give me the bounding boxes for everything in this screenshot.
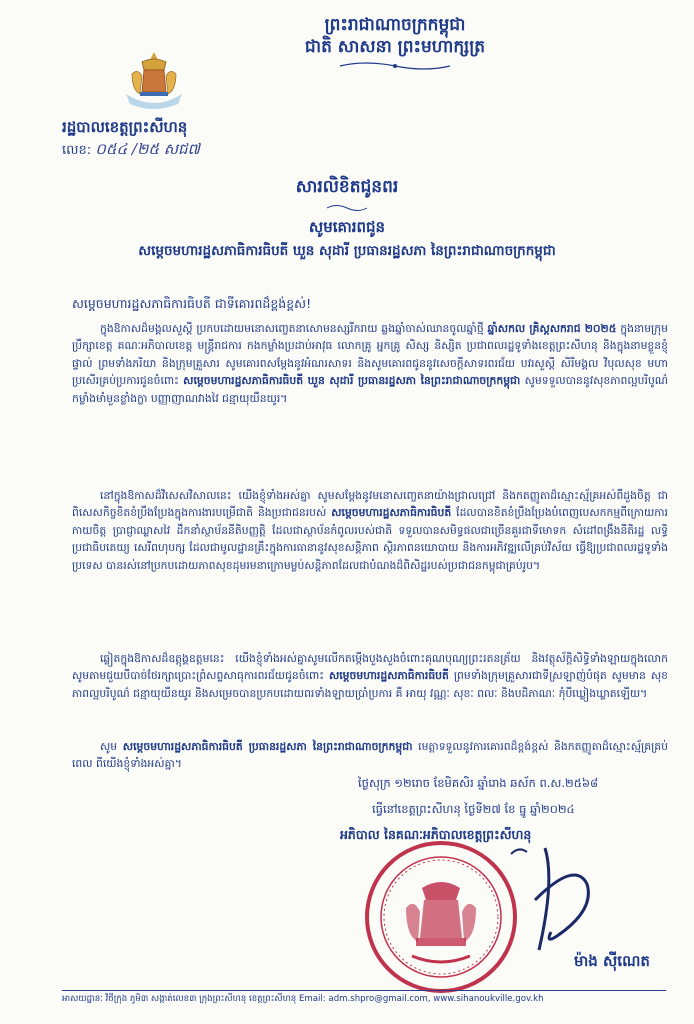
p4-run-1: សម្តេចមហារដ្ឋសភាធិការធិបតី ប្រធានរដ្ឋសភា នៃព្រះរាជាណាចក្រកម្ពុជា xyxy=(122,740,413,753)
signature-icon xyxy=(505,840,605,960)
p1-run-2: ក្នុងនាមក្រុមប្រឹក្សាខេត្ត គណៈអភិបាលខេត្ត មន្ត្រីរាជការ កងកម្លាំងប្រដាប់អាវុធ លោកគ្រូ អ្នកគ្រូ សិស្ស និស្សិត ប្រជាពលរដ្ឋទូទាំងខេត្តព្រះសីហនុ និងក្នុងនាមខ្លួនខ្ញុំផ្ទាល់ ព្រមទាំងភរិយា និងក្រុមគ្រួសារ សូមគោរពសម្តែងនូវអំណរសាទរ និងសូមគោរពជូននូវសេចក្តីសាទរពរជ័យ បវរសួស្តី សិរីមង្គល វិបុលសុខ មហាប្រសើរគ្រប់ប្រការជូនចំពោះ xyxy=(72,322,668,388)
p1-run-0: ក្នុងឱកាសដ៏មង្គលសួស្តី ប្រកបដោយមនោសញ្ចេតនាសោមនស្សរីករាយ ឆ្លងឆ្នាំចាស់ឈានចូលឆ្នាំថ្មី xyxy=(100,322,488,335)
salutation: សម្តេចមហារដ្ឋសភាធិការធិបតី ជាទីគោរពដ៏ខ្ពង់ខ្ពស់! xyxy=(72,296,312,311)
p3-run-2: ព្រមទាំងក្រុមគ្រួសារជាទីស្រឡាញ់បំផុត សូមមាន សុខភាពល្អបរិបូណ៌ ជន្មាយុយឺនយូរ និងសម្រេចបានប្រកបដោយពរទាំងឡាយប្រាំប្រការ គឺ អាយុ វណ្ណៈ សុខៈ ពលៈ និងបដិភាណៈ កុំបីឃ្លៀងឃ្លាតឡើយ។ xyxy=(72,669,668,700)
p1-run-3: សម្តេចមហារដ្ឋសភាធិការធិបតី ឃួន សុដារី ប្រធានរដ្ឋសភា នៃព្រះរាជាណាចក្រកម្ពុជា xyxy=(183,374,521,388)
document-title xyxy=(0,176,694,213)
reference-number xyxy=(62,140,200,162)
ornament-divider-icon xyxy=(335,60,455,72)
p1-run-4: សូមទទួលបាននូវសុខភាពល្អបរិបូណ៌ កម្លាំងមាំមួនខ្លាំងក្លា បញ្ញាញាណវាងវៃ ជន្មាយុយឺនយូរ។ xyxy=(72,374,668,405)
body-paragraph-4 xyxy=(72,738,668,773)
letterhead xyxy=(250,14,540,72)
reference-label: លេខ: xyxy=(62,143,92,158)
document-title-text: សារលិខិតជូនពរ xyxy=(295,177,399,197)
royal-emblem-icon xyxy=(118,48,190,112)
p3-run-0: ឆ្លៀតក្នុងឱកាសដ៏ឧត្តុង្គឧត្តមនេះ យើងខ្ញុំទាំងអស់គ្នាសូមលើកតម្កើងបួងសួងចំពោះគុណបុណ្យព្រះរតនត្រ័យ និងវត្ថុស័ក្តិសិទ្ធិទាំងឡាយក្នុងលោក សូមតាមជួយបីបាច់ថែរក្សាប្រោះព្រំសព្ទសាធុការពរជ័យជូនចំពោះ xyxy=(72,652,668,683)
kingdom-name: ព្រះរាជាណាចក្រកម្ពុជា xyxy=(324,15,466,35)
title-ornament-icon xyxy=(325,203,369,213)
official-seal-icon xyxy=(362,838,520,996)
footer-address: អាសយដ្ឋានៈ វិថីក្រុង ភូមិ៣ សង្កាត់លេខ៣ ក្រុងព្រះសីហនុ ខេត្តព្រះសីហនុ Email: adm.shpro@gmail.com, www.sihanoukville.gov.kh xyxy=(62,994,544,1004)
national-motto: ជាតិ សាសនា ព្រះមហាក្សត្រ xyxy=(304,37,486,57)
addressee-name: សម្តេចមហារដ្ឋសភាធិការធិបតី ឃួន សុដារី ប្រធានរដ្ឋសភា នៃព្រះរាជាណាចក្រកម្ពុជា xyxy=(138,243,556,259)
p2-run-2: ដែលបានខិតខំប្រឹងប្រែងបំពេញបេសកកម្មពីក្រោយការកាយចិត្ត ប្រាជ្ញាឈ្លាសវៃ ដឹកនាំស្ថាប័ននីតិបញ្ញត្តិ ដែលជាស្ថាប័នកំពូលរបស់ជាតិ ទទួលបានសមិទ្ធផលជាច្រើនគួរជាទីមោទក សំដៅពង្រឹងនីតិរដ្ឋ លទ្ធិប្រជាធិបតេយ្យ សេរីពហុបក្ស ដែលជាមូលដ្ឋានគ្រឹះក្នុងការធានានូវសុខសន្តិភាព ស្ថិរភាពនយោបាយ និងការអភិវឌ្ឍលើគ្រប់វិស័យ ធ្វើឱ្យប្រជាពលរដ្ឋទូទាំងប្រទេស បានរស់នៅប្រកបដោយភាពសុខដុមរមនាក្រោមម្លប់សន្តិភាពដែលជាបំណងដ៏ពិសិដ្ឋរបស់ប្រជាជនកម្ពុជាគ្រប់រូប។ xyxy=(72,506,668,572)
signer-name: ម៉ាង ស៊ីណេត xyxy=(574,952,650,970)
respect-line: សូមគោរពជូន xyxy=(308,218,386,236)
p3-run-1: សម្តេចមហារដ្ឋសភាធិការធិបតី xyxy=(328,669,449,683)
p2-run-0: នៅក្នុងឱកាសដ៏វិសេសវិសាលនេះ យើងខ្ញុំទាំងអស់គ្នា សូមសម្តែងនូវមនោសញ្ចេតនាយ៉ាងជ្រាលជ្រៅ និងកតញ្ញូតាដ៏ស្មោះស្ម័គ្រអស់ពីដួងចិត្ត ជាពិសេសកិច្ចខិតខំប្រឹងប្រែងក្នុងការងារបម្រើជាតិ និងប្រជាជនរបស់ xyxy=(72,489,668,520)
reference-value: ០៥៤ /២៥ សជ៧ xyxy=(95,140,200,158)
p2-run-1: សម្តេចមហារដ្ឋសភាធិការធិបតី xyxy=(331,506,452,520)
p1-run-1: ឆ្នាំសកល គ្រិស្តសករាជ ២០២៥ xyxy=(487,322,617,335)
signer-title: អភិបាល នៃគណៈអភិបាលខេត្តព្រះសីហនុ xyxy=(340,827,532,842)
civil-date: ធ្វើនៅខេត្តព្រះសីហនុ ថ្ងៃទី២៧ ខែ ធ្នូ ឆ្នាំ២០២៤ xyxy=(372,802,575,816)
p4-run-2: មេត្តាទទួលនូវការគោរពដ៏ខ្ពង់ខ្ពស់ និងកតញ្ញូតាដ៏ស្មោះស្ម័គ្រគ្រប់ពេល ពីយើងខ្ញុំទាំងអស់គ្នា។ xyxy=(72,740,668,771)
body-paragraph-1 xyxy=(72,320,668,407)
p4-run-0: សូម xyxy=(100,740,123,753)
body-paragraph-3 xyxy=(72,650,668,702)
lunar-date: ថ្ងៃសុក្រ ១២រោច ខែមិគសិរ ឆ្នាំរោង ឆស័ក ព.ស.២៥៦៨ xyxy=(358,776,599,790)
body-paragraph-2 xyxy=(72,487,668,574)
issuing-authority: រដ្ឋបាលខេត្តព្រះសីហនុ xyxy=(62,118,188,136)
footer-divider xyxy=(62,990,666,991)
